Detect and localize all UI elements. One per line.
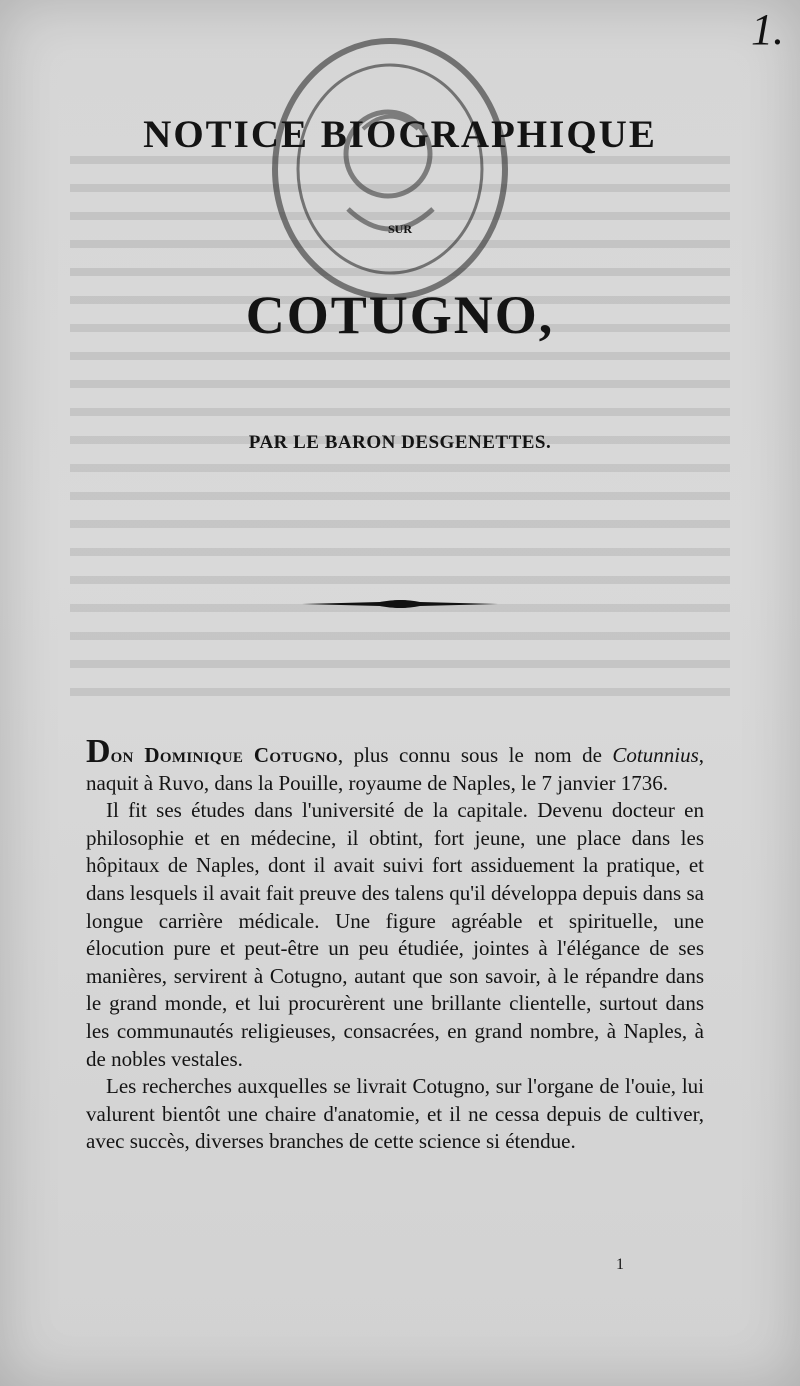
paragraph-1	[86, 735, 704, 797]
page-number: 1.	[751, 5, 784, 54]
signature-mark: 1	[616, 1256, 624, 1273]
subject-full-name: on Dominique Cotugno	[110, 743, 338, 767]
paragraph-3: Les recherches auxquelles se livrait Cotugno, sur l'organe de l'ouie, lui valurent bientôt une chaire d'anatomie, et il ne cessa depuis de cultiver, avec succès, diverses branches de cette science si étendue.	[86, 1074, 704, 1154]
paragraph-1-text-a: , plus connu sous le nom de	[337, 743, 613, 767]
ornamental-rule-icon	[300, 596, 500, 612]
subject-name: COTUGNO,	[245, 285, 555, 345]
drop-cap: D	[86, 733, 111, 770]
paragraph-2: Il fit ses études dans l'université de la capitale. Devenu docteur en philosophie et en médecine, il obtint, fort jeune, une place dans les hôpitaux de Naples, dont il avait suivi fort assiduement la pratique, et dans lesquels il avait fait preuve des talens qu'il développa depuis dans sa longue carrière médicale. Une figure agréable et spirituelle, une élocution pure et peut-être un peu étudiée, jointes à l'élégance de ses manières, servirent à Cotugno, autant que son savoir, à le répandre dans le grand monde, et lui procurèrent une brillante clientelle, surtout dans les communautés religieuses, consacrées, en grand nombre, à Naples, à de nobles vestales.	[86, 798, 704, 1071]
paragraph-1-text-b: , naquit à Ruvo, dans la Pouille, royaume de Naples, le 7 janvier 1736.	[86, 743, 705, 795]
latin-name: Cotunnius	[612, 743, 699, 767]
article-body	[86, 735, 704, 1156]
library-stamp-icon	[268, 34, 512, 304]
page-title: NOTICE BIOGRAPHIQUE	[143, 113, 657, 156]
title-preposition: SUR	[387, 222, 412, 236]
author-line: PAR LE BARON DESGENETTES.	[248, 432, 552, 453]
